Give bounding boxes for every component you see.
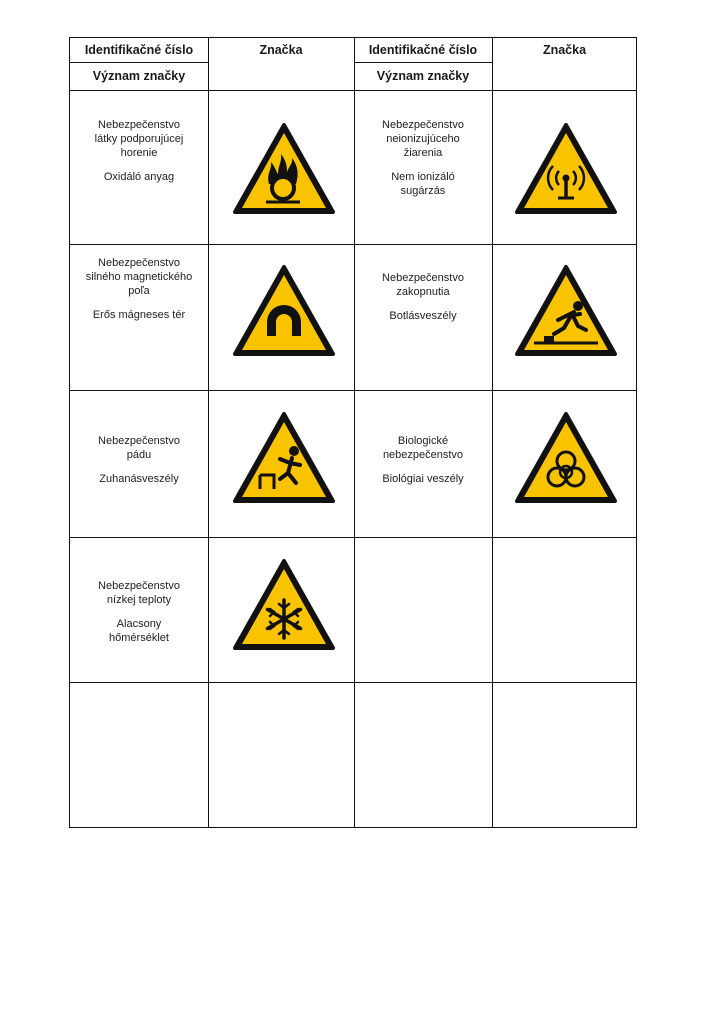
meaning-sk-line: Nebezpečenstvo bbox=[98, 119, 180, 131]
sign-meaning-oxidizing bbox=[70, 118, 208, 184]
row-divider bbox=[70, 682, 636, 683]
meaning-sk-line: žiarenia bbox=[403, 147, 443, 159]
header-sign-meaning: Význam značky bbox=[376, 69, 470, 83]
meaning-hu-line: hőmérséklet bbox=[109, 632, 169, 644]
sign-meaning-magnetic bbox=[70, 256, 208, 322]
row-divider bbox=[70, 537, 636, 538]
meaning-sk-line: nízkej teploty bbox=[106, 594, 172, 606]
meaning-sk-line: horenie bbox=[120, 147, 158, 159]
meaning-hu-line: Oxidáló anyag bbox=[103, 171, 175, 183]
meaning-sk-line: neionizujúceho bbox=[386, 133, 460, 145]
meaning-hu-line: Alacsony bbox=[116, 618, 162, 630]
meaning-sk-line: látky podporujúcej bbox=[94, 133, 184, 145]
meaning-sk-line: pádu bbox=[126, 449, 152, 461]
sign-table bbox=[69, 37, 637, 828]
header-sign: Značka bbox=[259, 43, 303, 57]
meaning-sk-line: Nebezpečenstvo bbox=[98, 435, 180, 447]
sign-meaning-falling bbox=[70, 434, 208, 486]
header-id-number: Identifikačné číslo bbox=[84, 43, 194, 57]
meaning-sk-line: Nebezpečenstvo bbox=[98, 257, 180, 269]
header-id-number: Identifikačné číslo bbox=[368, 43, 478, 57]
row-divider bbox=[70, 390, 636, 391]
falling-hazard-icon bbox=[232, 411, 336, 505]
meaning-hu-line: Zuhanásveszély bbox=[99, 473, 179, 485]
sign-meaning-biohazard bbox=[354, 434, 492, 486]
meaning-hu-line: Biológiai veszély bbox=[382, 473, 464, 485]
sign-meaning-tripping bbox=[354, 271, 492, 323]
meaning-sk-line: zakopnutia bbox=[396, 286, 450, 298]
meaning-sk-line: nebezpečenstvo bbox=[382, 449, 464, 461]
sign-meaning-non-ionizing bbox=[354, 118, 492, 198]
meaning-sk-line: Nebezpečenstvo bbox=[382, 272, 464, 284]
meaning-hu-line: Erős mágneses tér bbox=[92, 309, 186, 321]
meaning-hu-line: Nem ionizáló bbox=[391, 171, 455, 183]
meaning-hu-line: sugárzás bbox=[400, 185, 446, 197]
meaning-hu-line: Botlásveszély bbox=[389, 310, 457, 322]
magnetic-field-icon bbox=[232, 264, 336, 358]
header-sign: Značka bbox=[542, 43, 587, 57]
tripping-hazard-icon bbox=[514, 264, 618, 358]
oxidizing-substance-icon bbox=[232, 122, 336, 216]
meaning-sk-line: poľa bbox=[128, 285, 150, 297]
meaning-sk-line: Biologické bbox=[397, 435, 449, 447]
meaning-sk-line: Nebezpečenstvo bbox=[98, 580, 180, 592]
header-sign-meaning: Význam značky bbox=[92, 69, 186, 83]
meaning-sk-line: Nebezpečenstvo bbox=[382, 119, 464, 131]
sign-meaning-low-temperature bbox=[70, 579, 208, 645]
column-divider bbox=[492, 38, 493, 827]
column-divider bbox=[208, 38, 209, 827]
row-divider bbox=[70, 90, 636, 91]
row-divider bbox=[70, 244, 636, 245]
meaning-sk-line: silného magnetického bbox=[85, 271, 193, 283]
non-ionizing-radiation-icon bbox=[514, 122, 618, 216]
biohazard-icon bbox=[514, 411, 618, 505]
low-temperature-icon bbox=[232, 558, 336, 652]
